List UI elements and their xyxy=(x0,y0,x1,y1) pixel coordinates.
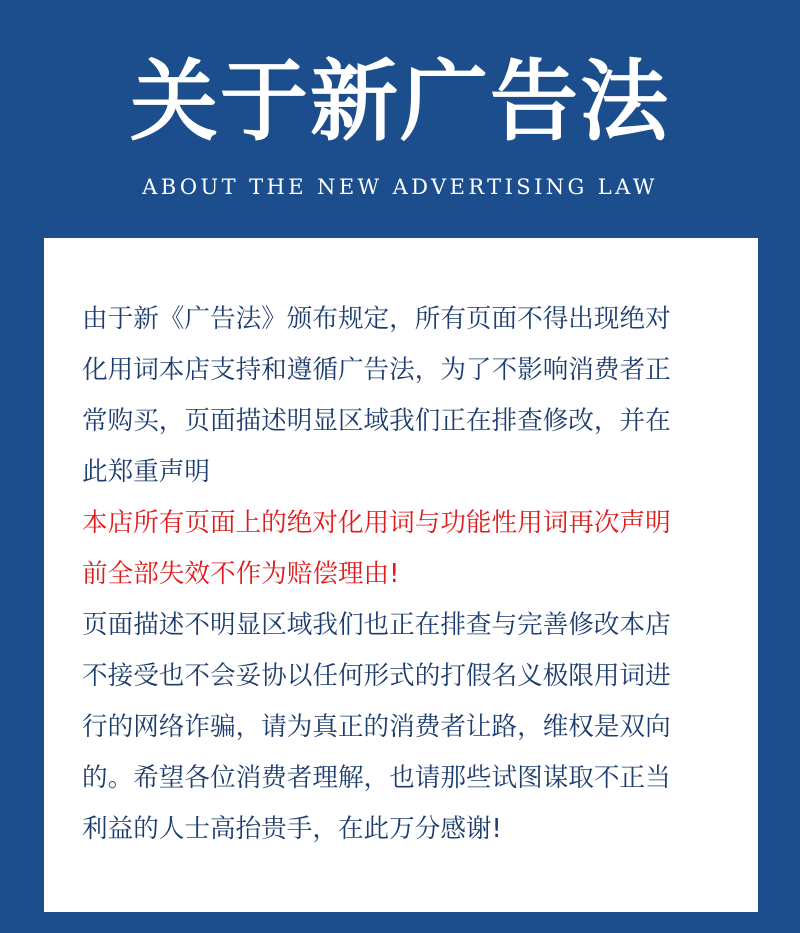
notice-card xyxy=(44,238,758,912)
notice-paragraph-invalidation xyxy=(82,498,722,600)
text-line: 化用词本店支持和遵循广告法，为了不影响消费者正 xyxy=(82,355,671,385)
text-line: 由于新《广告法》颁布规定，所有页面不得出现绝对 xyxy=(82,304,671,334)
text-line: 此郑重声明 xyxy=(82,457,210,487)
text-line: 的。希望各位消费者理解，也请那些试图谋取不正当 xyxy=(82,763,671,793)
page-title: 关于新广告法 xyxy=(129,50,670,153)
notice-paragraph-declaration xyxy=(82,294,722,498)
text-line: 不接受也不会妥协以任何形式的打假名义极限用词进 xyxy=(82,661,671,691)
page-subtitle: ABOUT THE NEW ADVERTISING LAW xyxy=(142,175,658,199)
text-line: 常购买，页面描述明显区域我们正在排查修改，并在 xyxy=(82,406,671,436)
text-line: 利益的人士高抬贵手，在此万分感谢! xyxy=(82,814,502,844)
text-line: 页面描述不明显区域我们也正在排查与完善修改本店 xyxy=(82,610,671,640)
notice-paragraph-anti-fraud xyxy=(82,600,722,855)
text-line: 前全部失效不作为赔偿理由! xyxy=(82,559,400,589)
text-line: 行的网络诈骗，请为真正的消费者让路，维权是双向 xyxy=(82,712,671,742)
text-line: 本店所有页面上的绝对化用词与功能性用词再次声明 xyxy=(82,508,671,538)
